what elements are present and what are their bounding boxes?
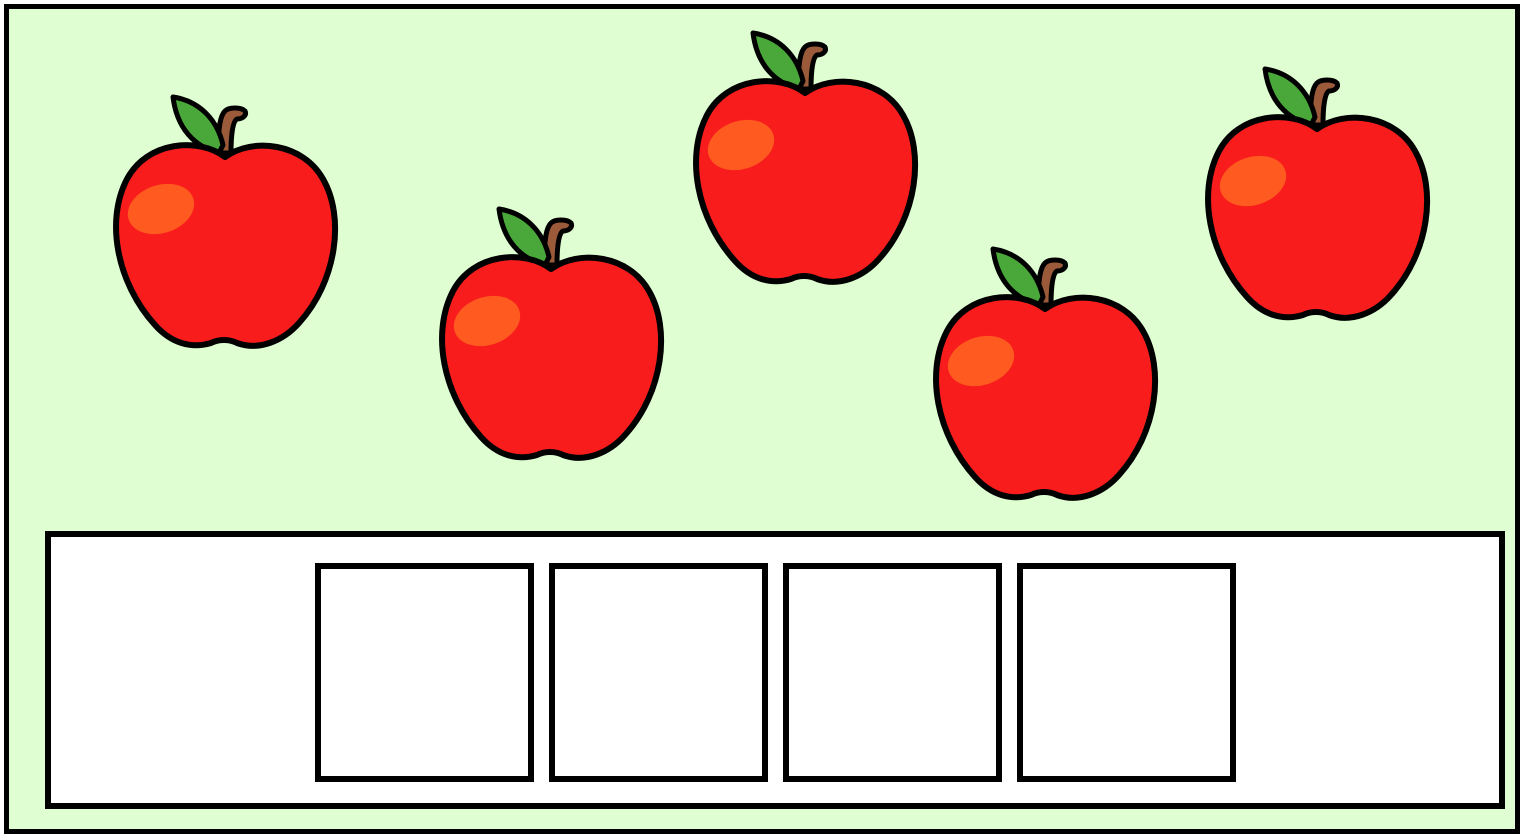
answer-box-4[interactable] xyxy=(1017,563,1236,782)
apple-icon xyxy=(425,153,675,473)
counting-card xyxy=(4,4,1520,834)
answer-box-2[interactable] xyxy=(549,563,768,782)
answer-box-1[interactable] xyxy=(315,563,534,782)
apple-icon xyxy=(99,41,349,361)
answer-box-3[interactable] xyxy=(783,563,1002,782)
apple-icon xyxy=(919,193,1169,513)
apple-icon xyxy=(679,0,929,297)
apple-icon xyxy=(1191,13,1441,333)
answer-strip xyxy=(45,531,1505,809)
